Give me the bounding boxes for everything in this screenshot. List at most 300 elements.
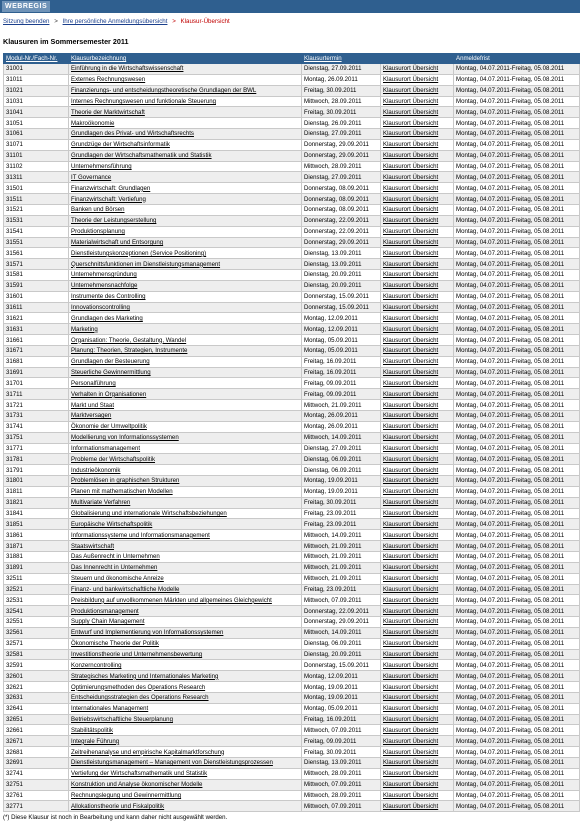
location-overview-link[interactable]: Klausurort Übersicht [383,238,439,246]
registration-period: Montag, 04.07.2011-Freitag, 05.08.2011 [454,486,580,497]
location-cell [381,400,454,411]
exam-title-link[interactable]: Dienstleistungskonzeptionen (Service Positioning) [71,249,207,257]
exam-date: Mittwoch, 21.09.2011 [302,562,381,573]
location-cell [381,725,454,736]
exam-title-link[interactable]: Banken und Börsen [71,206,125,214]
registration-period: Montag, 04.07.2011-Freitag, 05.08.2011 [454,150,580,161]
location-overview-link[interactable]: Klausurort Übersicht [383,466,439,474]
exam-title-link[interactable]: Das Außenrecht in Unternehmen [71,553,160,561]
location-cell [381,161,454,172]
exam-title-link[interactable]: Verhalten in Organisationen [71,390,147,398]
module-number: 32591 [4,660,69,671]
exam-title-cell [69,85,302,96]
location-cell [381,64,454,75]
exam-title-link[interactable]: Personalführung [71,379,116,387]
exam-title-cell [69,671,302,682]
exam-date: Mittwoch, 14.09.2011 [302,627,381,638]
location-overview-link[interactable]: Klausurort Übersicht [383,434,439,442]
exam-title-link[interactable]: Unternehmensgründung [71,271,137,279]
exam-date: Dienstag, 20.09.2011 [302,649,381,660]
exam-title-cell [69,226,302,237]
exam-title-cell [69,584,302,595]
module-number: 31101 [4,150,69,161]
location-cell [381,118,454,129]
logout-link[interactable]: Sitzung beenden [3,18,50,25]
exam-title-link[interactable]: Grundlagen des Privat- und Wirtschaftsrechts [71,130,194,138]
location-overview-link[interactable]: Klausurort Übersicht [383,195,439,203]
location-overview-link[interactable]: Klausurort Übersicht [383,228,439,236]
location-overview-link[interactable]: Klausurort Übersicht [383,412,439,420]
exam-title-link[interactable]: Instrumente des Controlling [71,293,146,301]
location-cell [381,367,454,378]
location-cell [381,172,454,183]
location-overview-link[interactable]: Klausurort Übersicht [383,347,439,355]
registration-period: Montag, 04.07.2011-Freitag, 05.08.2011 [454,378,580,389]
exam-date: Donnerstag, 29.09.2011 [302,237,381,248]
location-overview-link[interactable]: Klausurort Übersicht [383,119,439,127]
exam-title-link[interactable]: Querschnittsfunktionen im Dienstleistungsmanagement [71,260,221,268]
exam-date: Dienstag, 06.09.2011 [302,465,381,476]
exam-title-cell [69,270,302,281]
location-cell [381,476,454,487]
exam-title-link[interactable]: Staatswirtschaft [71,542,115,550]
module-number: 31771 [4,443,69,454]
exam-title-cell [69,541,302,552]
table-row [4,486,580,497]
exam-title-link[interactable]: Informationsmanagement [71,444,141,452]
page-title: Klausuren im Sommersemester 2011 [3,37,129,46]
location-cell [381,411,454,422]
location-overview-link[interactable]: Klausurort Übersicht [383,390,439,398]
exam-title-link[interactable]: Planung: Theorien, Strategien, Instrumente [71,347,188,355]
module-number: 31531 [4,215,69,226]
location-overview-link[interactable]: Klausurort Übersicht [383,683,439,691]
registration-period: Montag, 04.07.2011-Freitag, 05.08.2011 [454,551,580,562]
location-cell [381,280,454,291]
header-exam-date[interactable] [302,54,381,64]
exam-title-link[interactable]: Finanzierungs- und entscheidungstheoretische Grundlagen der BWL [71,87,257,95]
exam-title-cell [69,411,302,422]
table-row [4,476,580,487]
location-overview-link[interactable]: Klausurort Übersicht [383,184,439,192]
location-overview-link[interactable]: Klausurort Übersicht [383,531,439,539]
location-overview-link[interactable]: Klausurort Übersicht [383,65,439,73]
module-number: 31501 [4,183,69,194]
location-overview-link[interactable]: Klausurort Übersicht [383,369,439,377]
module-number: 31591 [4,280,69,291]
location-cell [381,736,454,747]
registration-period: Montag, 04.07.2011-Freitag, 05.08.2011 [454,519,580,530]
module-number: 31841 [4,508,69,519]
exam-title-link[interactable]: Entwurf und Implementierung von Informationssystemen [71,629,224,637]
exam-title-link[interactable]: Entscheidungsstrategien des Operations Research [71,694,209,702]
exam-title-link[interactable]: Externes Rechnungswesen [71,76,146,84]
registration-period: Montag, 04.07.2011-Freitag, 05.08.2011 [454,508,580,519]
registration-period: Montag, 04.07.2011-Freitag, 05.08.2011 [454,421,580,432]
location-overview-link[interactable]: Klausurort Übersicht [383,726,439,734]
breadcrumb-separator: > [172,18,176,25]
exam-title-cell [69,562,302,573]
exam-title-cell [69,400,302,411]
location-overview-link[interactable]: Klausurort Übersicht [383,770,439,778]
table-row [4,649,580,660]
registration-period: Montag, 04.07.2011-Freitag, 05.08.2011 [454,682,580,693]
registration-period: Montag, 04.07.2011-Freitag, 05.08.2011 [454,389,580,400]
location-overview-link[interactable]: Klausurort Übersicht [383,141,439,149]
exam-title-cell [69,758,302,769]
location-overview-link[interactable]: Klausurort Übersicht [383,694,439,702]
location-overview-link[interactable]: Klausurort Übersicht [383,444,439,452]
exam-title-link[interactable]: Multivariate Verfahren [71,499,131,507]
registration-period: Montag, 04.07.2011-Freitag, 05.08.2011 [454,280,580,291]
location-cell [381,389,454,400]
registration-period: Montag, 04.07.2011-Freitag, 05.08.2011 [454,194,580,205]
exam-title-link[interactable]: Finanz- und bankwirtschaftliche Modelle [71,585,180,593]
location-overview-link[interactable]: Klausurort Übersicht [383,596,439,604]
location-overview-link[interactable]: Klausurort Übersicht [383,87,439,95]
exam-date: Mittwoch, 07.09.2011 [302,801,381,812]
location-overview-link[interactable]: Klausurort Übersicht [383,629,439,637]
table-row [4,356,580,367]
location-overview-link[interactable]: Klausurort Übersicht [383,510,439,518]
location-overview-link[interactable]: Klausurort Übersicht [383,152,439,160]
registration-period: Montag, 04.07.2011-Freitag, 05.08.2011 [454,107,580,118]
exam-date: Donnerstag, 22.09.2011 [302,226,381,237]
location-cell [381,649,454,660]
location-cell [381,432,454,443]
location-overview-link[interactable]: Klausurort Übersicht [383,499,439,507]
exam-title-cell [69,714,302,725]
exam-date: Mittwoch, 07.09.2011 [302,725,381,736]
exam-title-link[interactable]: Preisbildung auf unvollkommenen Märkten und allgemeines Gleichgewicht [71,596,272,604]
exam-title-link[interactable]: Grundlagen der Besteuerung [71,358,150,366]
location-overview-link[interactable]: Klausurort Übersicht [383,716,439,724]
exam-title-link[interactable]: Integrale Führung [71,737,120,745]
exam-title-link[interactable]: Europäische Wirtschaftspolitik [71,520,153,528]
exam-title-cell [69,74,302,85]
exam-title-link[interactable]: Rechnungslegung und Gewinnermittlung [71,791,182,799]
registration-period: Montag, 04.07.2011-Freitag, 05.08.2011 [454,183,580,194]
exam-title-cell [69,421,302,432]
exam-title-link[interactable]: Internationales Management [71,705,149,713]
module-number: 31021 [4,85,69,96]
exam-title-link[interactable]: Globalisierung und internationale Wirtschaftsbeziehungen [71,510,227,518]
exam-title-cell [69,161,302,172]
exam-title-link[interactable]: Innovationscontrolling [71,303,130,311]
location-cell [381,584,454,595]
table-row [4,692,580,703]
location-overview-link[interactable]: Klausurort Übersicht [383,130,439,138]
table-row [4,389,580,400]
location-cell [381,595,454,606]
location-overview-link[interactable]: Klausurort Übersicht [383,575,439,583]
table-row [4,790,580,801]
module-number: 31571 [4,259,69,270]
module-number: 31891 [4,562,69,573]
module-number: 31621 [4,313,69,324]
exam-date: Montag, 05.09.2011 [302,345,381,356]
module-number: 31751 [4,432,69,443]
exam-title-link[interactable]: Steuerliche Gewinnermittlung [71,369,151,377]
exam-title-link[interactable]: Ökonomie der Umweltpolitik [71,423,147,431]
table-row [4,378,580,389]
registration-period: Montag, 04.07.2011-Freitag, 05.08.2011 [454,562,580,573]
registration-period: Montag, 04.07.2011-Freitag, 05.08.2011 [454,248,580,259]
table-row [4,367,580,378]
exam-title-link[interactable]: Unternehmensführung [71,163,132,171]
exam-title-link[interactable]: Produktionsmanagement [71,607,139,615]
exam-title-link[interactable]: Planen mit mathematischen Modellen [71,488,173,496]
exam-title-link[interactable]: Internes Rechnungswesen und funktionale Steuerung [71,97,216,105]
location-cell [381,660,454,671]
location-overview-link[interactable]: Klausurort Übersicht [383,748,439,756]
exam-title-link[interactable]: Finanzwirtschaft: Vertiefung [71,195,146,203]
module-number: 31811 [4,486,69,497]
exam-title-cell [69,302,302,313]
location-cell [381,302,454,313]
location-overview-link[interactable]: Klausurort Übersicht [383,249,439,257]
sort-module-number-link[interactable]: Modul-Nr./Fach-Nr. [6,55,58,62]
location-cell [381,486,454,497]
module-number: 32641 [4,703,69,714]
table-row [4,432,580,443]
location-overview-link[interactable]: Klausurort Übersicht [383,737,439,745]
location-overview-link[interactable]: Klausurort Übersicht [383,477,439,485]
exam-title-cell [69,204,302,215]
exam-title-link[interactable]: Grundlagen der Wirtschaftsmathematik und Statistik [71,152,212,160]
header-exam-title[interactable] [69,54,302,64]
exam-date: Dienstag, 27.09.2011 [302,443,381,454]
table-row [4,302,580,313]
table-row [4,714,580,725]
exam-title-link[interactable]: Allokationstheorie und Fiskalpolitik [71,802,165,810]
exam-date: Freitag, 16.09.2011 [302,367,381,378]
exam-title-link[interactable]: Modellierung von Informationssystemen [71,434,179,442]
exam-title-link[interactable]: Stabilitätspolitik [71,726,113,734]
exam-title-cell [69,248,302,259]
table-row [4,248,580,259]
exam-title-link[interactable]: Probleme der Wirtschaftspolitik [71,455,155,463]
location-overview-link[interactable]: Klausurort Übersicht [383,293,439,301]
exam-date: Montag, 26.09.2011 [302,421,381,432]
exam-title-link[interactable]: Informationssysteme und Informationsmanagement [71,531,210,539]
exam-title-link[interactable]: Ökonomische Theorie der Politik [71,640,159,648]
exam-title-cell [69,617,302,628]
location-overview-link[interactable]: Klausurort Übersicht [383,488,439,496]
table-row [4,454,580,465]
location-overview-link[interactable]: Klausurort Übersicht [383,618,439,626]
exam-title-link[interactable]: Problemlösen in graphischen Strukturen [71,477,180,485]
location-overview-link[interactable]: Klausurort Übersicht [383,791,439,799]
location-overview-link[interactable]: Klausurort Übersicht [383,759,439,767]
exam-date: Montag, 26.09.2011 [302,74,381,85]
location-overview-link[interactable]: Klausurort Übersicht [383,650,439,658]
exam-date: Donnerstag, 15.09.2011 [302,302,381,313]
location-overview-link[interactable]: Klausurort Übersicht [383,802,439,810]
exam-title-link[interactable]: Produktionsplanung [71,228,125,236]
exam-title-cell [69,736,302,747]
exam-title-cell [69,747,302,758]
breadcrumb-current: Klausur-Übersicht [180,18,230,25]
location-overview-link[interactable]: Klausurort Übersicht [383,271,439,279]
module-number: 32621 [4,682,69,693]
registration-period: Montag, 04.07.2011-Freitag, 05.08.2011 [454,411,580,422]
location-overview-link[interactable]: Klausurort Übersicht [383,260,439,268]
location-cell [381,335,454,346]
location-overview-link[interactable]: Klausurort Übersicht [383,379,439,387]
exam-date: Dienstag, 06.09.2011 [302,454,381,465]
exam-title-link[interactable]: Konzerncontrolling [71,661,122,669]
table-row [4,161,580,172]
personal-overview-link[interactable]: Ihre persönliche Anmeldungsübersicht [62,18,168,25]
module-number: 31691 [4,367,69,378]
registration-period: Montag, 04.07.2011-Freitag, 05.08.2011 [454,497,580,508]
table-row [4,204,580,215]
exam-title-link[interactable]: Das Innenrecht in Unternehmen [71,564,158,572]
table-row [4,725,580,736]
exam-title-cell [69,378,302,389]
location-cell [381,703,454,714]
exam-title-cell [69,64,302,75]
location-overview-link[interactable]: Klausurort Übersicht [383,542,439,550]
registration-period: Montag, 04.07.2011-Freitag, 05.08.2011 [454,324,580,335]
exam-title-link[interactable]: Industrieökonomik [71,466,121,474]
location-overview-link[interactable]: Klausurort Übersicht [383,781,439,789]
exam-title-link[interactable]: Makroökonomie [71,119,115,127]
exam-title-link[interactable]: Investitionstheorie und Unternehmensbewertung [71,650,203,658]
exam-title-link[interactable]: Materialwirtschaft und Entsorgung [71,238,164,246]
location-overview-link[interactable]: Klausurort Übersicht [383,553,439,561]
exam-title-link[interactable]: Dienstleistungsmanagement – Management von Dienstleistungsprozessen [71,759,273,767]
exam-title-link[interactable]: IT Governance [71,173,112,181]
exam-date: Donnerstag, 15.09.2011 [302,291,381,302]
location-overview-link[interactable]: Klausurort Übersicht [383,640,439,648]
exam-title-link[interactable]: Theorie der Leistungserstellung [71,217,157,225]
location-overview-link[interactable]: Klausurort Übersicht [383,564,439,572]
exam-title-link[interactable]: Optimierungsmethoden des Operations Research [71,683,206,691]
exam-title-cell [69,324,302,335]
location-overview-link[interactable]: Klausurort Übersicht [383,336,439,344]
exam-date: Montag, 26.09.2011 [302,411,381,422]
location-cell [381,551,454,562]
location-overview-link[interactable]: Klausurort Übersicht [383,358,439,366]
exam-title-link[interactable]: Unternehmensnachfolge [71,282,138,290]
registration-period: Montag, 04.07.2011-Freitag, 05.08.2011 [454,96,580,107]
table-row [4,183,580,194]
exam-title-link[interactable]: Grundlagen des Marketing [71,314,143,322]
location-overview-link[interactable]: Klausurort Übersicht [383,455,439,463]
location-cell [381,573,454,584]
location-cell [381,692,454,703]
location-overview-link[interactable]: Klausurort Übersicht [383,163,439,171]
exam-date: Dienstag, 13.09.2011 [302,259,381,270]
table-row [4,768,580,779]
exam-date: Freitag, 09.09.2011 [302,378,381,389]
location-overview-link[interactable]: Klausurort Übersicht [383,672,439,680]
module-number: 31561 [4,248,69,259]
location-overview-link[interactable]: Klausurort Übersicht [383,585,439,593]
table-row [4,129,580,140]
exam-title-cell [69,215,302,226]
location-overview-link[interactable]: Klausurort Übersicht [383,282,439,290]
registration-period: Montag, 04.07.2011-Freitag, 05.08.2011 [454,345,580,356]
exam-title-cell [69,768,302,779]
module-number: 32741 [4,768,69,779]
exam-title-cell [69,725,302,736]
exam-title-link[interactable]: Theorie der Marktwirtschaft [71,108,145,116]
location-overview-link[interactable]: Klausurort Übersicht [383,314,439,322]
location-overview-link[interactable]: Klausurort Übersicht [383,423,439,431]
module-number: 31851 [4,519,69,530]
exam-title-cell [69,508,302,519]
sort-exam-title-link[interactable]: Klausurbezeichnung [71,55,127,62]
exam-date: Freitag, 23.09.2011 [302,519,381,530]
exam-title-link[interactable]: Organisation: Theorie, Gestaltung, Wandel [71,336,187,344]
location-overview-link[interactable]: Klausurort Übersicht [383,76,439,84]
exam-title-link[interactable]: Finanzwirtschaft: Grundlagen [71,184,151,192]
exam-title-link[interactable]: Markt und Staat [71,401,115,409]
exam-title-cell [69,682,302,693]
location-overview-link[interactable]: Klausurort Übersicht [383,206,439,214]
location-overview-link[interactable]: Klausurort Übersicht [383,520,439,528]
exam-title-link[interactable]: Betriebswirtschaftliche Steuerplanung [71,716,173,724]
location-overview-link[interactable]: Klausurort Übersicht [383,303,439,311]
exam-title-link[interactable]: Konstruktion und Analyse ökonomischer Modelle [71,781,203,789]
exam-date: Mittwoch, 14.09.2011 [302,432,381,443]
module-number: 31721 [4,400,69,411]
module-number: 32661 [4,725,69,736]
exam-title-link[interactable]: Einführung in die Wirtschaftswissenschaft [71,65,184,73]
exam-title-link[interactable]: Steuern und ökonomische Anreize [71,575,164,583]
location-overview-link[interactable]: Klausurort Übersicht [383,607,439,615]
module-number: 32541 [4,606,69,617]
module-number: 32571 [4,638,69,649]
header-module-number[interactable] [4,54,69,64]
exam-date: Freitag, 09.09.2011 [302,736,381,747]
location-overview-link[interactable]: Klausurort Übersicht [383,325,439,333]
location-cell [381,465,454,476]
location-overview-link[interactable]: Klausurort Übersicht [383,108,439,116]
location-overview-link[interactable]: Klausurort Übersicht [383,661,439,669]
exam-title-link[interactable]: Marktversagen [71,412,112,420]
exam-title-link[interactable]: Grundzüge der Wirtschaftsinformatik [71,141,170,149]
location-overview-link[interactable]: Klausurort Übersicht [383,705,439,713]
exam-title-link[interactable]: Zeitreihenanalyse und empirische Kapitalmarktforschung [71,748,225,756]
registration-period: Montag, 04.07.2011-Freitag, 05.08.2011 [454,302,580,313]
location-cell [381,443,454,454]
exam-title-cell [69,801,302,812]
exam-title-link[interactable]: Strategisches Marketing und Internationales Marketing [71,672,219,680]
location-cell [381,345,454,356]
exam-title-link[interactable]: Vertiefung der Wirtschaftsmathematik und Statistik [71,770,208,778]
location-overview-link[interactable]: Klausurort Übersicht [383,97,439,105]
module-number: 32671 [4,736,69,747]
exam-title-cell [69,595,302,606]
exam-title-link[interactable]: Supply Chain Management [71,618,145,626]
table-body [4,64,580,812]
sort-exam-date-link[interactable]: Klausurtermin [304,55,342,62]
location-overview-link[interactable]: Klausurort Übersicht [383,173,439,181]
exam-date: Dienstag, 27.09.2011 [302,172,381,183]
location-cell [381,356,454,367]
module-number: 32631 [4,692,69,703]
location-overview-link[interactable]: Klausurort Übersicht [383,401,439,409]
exam-title-cell [69,345,302,356]
registration-period: Montag, 04.07.2011-Freitag, 05.08.2011 [454,259,580,270]
exam-title-link[interactable]: Marketing [71,325,98,333]
location-cell [381,541,454,552]
location-overview-link[interactable]: Klausurort Übersicht [383,217,439,225]
